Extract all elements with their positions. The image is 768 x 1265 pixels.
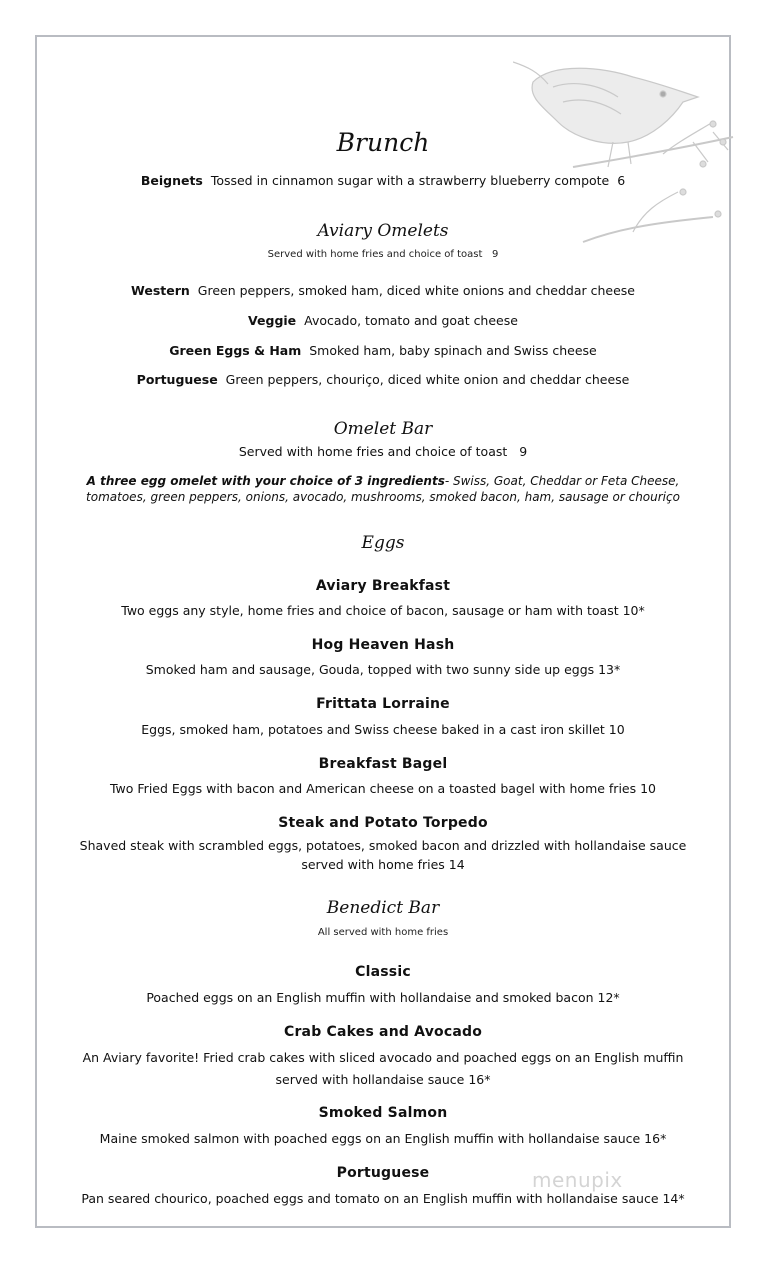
- eggs-title: Eggs: [361, 533, 405, 553]
- eggs-item-name: Hog Heaven Hash: [311, 637, 455, 653]
- benedict-bar-subtitle: All served with home fries: [317, 927, 449, 938]
- omelet-item-desc: Avocado, tomato and goat cheese: [304, 313, 518, 328]
- omelet-item-desc: Green peppers, chouriço, diced white onion and cheddar cheese: [225, 372, 630, 387]
- eggs-item-desc: Eggs, smoked ham, potatoes and Swiss cheese baked in a cast iron skillet 10: [141, 722, 625, 737]
- omelet-item-name: Veggie: [248, 313, 297, 328]
- benedict-item-name: Crab Cakes and Avocado: [283, 1024, 483, 1040]
- omelet-bar-ingredients: [35, 473, 731, 489]
- benedict-item-desc: An Aviary favorite! Fried crab cakes with sliced avocado and poached eggs on an English muffin: [82, 1050, 684, 1065]
- eggs-item-desc-2: served with home fries 14: [301, 857, 465, 872]
- omelet-item-name: Portuguese: [136, 372, 218, 387]
- omelet-item-name: Western: [131, 283, 190, 298]
- aviary-omelets-subtitle-text: Served with home fries and choice of toast: [267, 249, 483, 260]
- benedict-item-desc: Maine smoked salmon with poached eggs on an English muffin with hollandaise sauce 16*: [99, 1131, 667, 1146]
- eggs-item-desc: Smoked ham and sausage, Gouda, topped with two sunny side up eggs 13*: [145, 662, 621, 677]
- omelet-bar-subtitle-text: Served with home fries and choice of toast: [238, 444, 508, 459]
- omelet-item-name: Green Eggs & Ham: [169, 343, 302, 358]
- eggs-item-name: Steak and Potato Torpedo: [278, 815, 488, 831]
- benedict-bar-title: Benedict Bar: [326, 898, 440, 918]
- brunch-title: Brunch: [336, 128, 430, 157]
- benedict-item-desc: Pan seared chourico, poached eggs and tomato on an English muffin with hollandaise sauce 14*: [81, 1191, 685, 1206]
- eggs-item-name: Breakfast Bagel: [318, 756, 448, 772]
- omelet-bar-price: 9: [519, 444, 528, 459]
- beignets-line: [35, 173, 731, 188]
- omelet-bar-ingredients-2: tomatoes, green peppers, onions, avocado, mushrooms, smoked bacon, ham, sausage or chouriço: [86, 490, 680, 504]
- eggs-item-desc: Two eggs any style, home fries and choice of bacon, sausage or ham with toast 10*: [121, 603, 645, 618]
- eggs-item-desc: Shaved steak with scrambled eggs, potatoes, smoked bacon and drizzled with hollandaise sauce: [79, 838, 687, 853]
- bird-illustration: [513, 42, 738, 277]
- watermark-text: menupix: [532, 1168, 623, 1192]
- omelet-bar-title: Omelet Bar: [333, 419, 433, 439]
- omelet-item-desc: Green peppers, smoked ham, diced white onions and cheddar cheese: [197, 283, 635, 298]
- beignets-desc: Tossed in cinnamon sugar with a strawberry blueberry compote: [210, 173, 610, 188]
- benedict-item-name: Classic: [355, 964, 411, 980]
- aviary-omelets-title: Aviary Omelets: [317, 221, 449, 241]
- benedict-item-desc-2: served with hollandaise sauce 16*: [275, 1072, 491, 1087]
- omelet-bar-lead: A three egg omelet with your choice of 3 ingredients: [86, 474, 445, 488]
- omelet-item: [35, 343, 731, 358]
- omelet-bar-subtitle: [35, 444, 731, 459]
- benedict-item-name: Portuguese: [336, 1165, 430, 1181]
- omelet-bar-ingredients-1: - Swiss, Goat, Cheddar or Feta Cheese,: [444, 474, 680, 488]
- benedict-item-desc: Poached eggs on an English muffin with hollandaise and smoked bacon 12*: [146, 990, 620, 1005]
- eggs-item-name: Aviary Breakfast: [315, 578, 451, 594]
- eggs-item-name: Frittata Lorraine: [316, 696, 450, 712]
- aviary-omelets-subtitle: [35, 249, 731, 260]
- beignets-name: Beignets: [140, 173, 203, 188]
- aviary-omelets-price: 9: [491, 249, 499, 260]
- omelet-item: [35, 283, 731, 298]
- omelet-item: [35, 313, 731, 328]
- omelet-item: [35, 372, 731, 387]
- beignets-price: 6: [617, 173, 626, 188]
- omelet-item-desc: Smoked ham, baby spinach and Swiss cheese: [309, 343, 597, 358]
- benedict-item-name: Smoked Salmon: [318, 1105, 448, 1121]
- eggs-item-desc: Two Fried Eggs with bacon and American cheese on a toasted bagel with home fries 10: [109, 781, 657, 796]
